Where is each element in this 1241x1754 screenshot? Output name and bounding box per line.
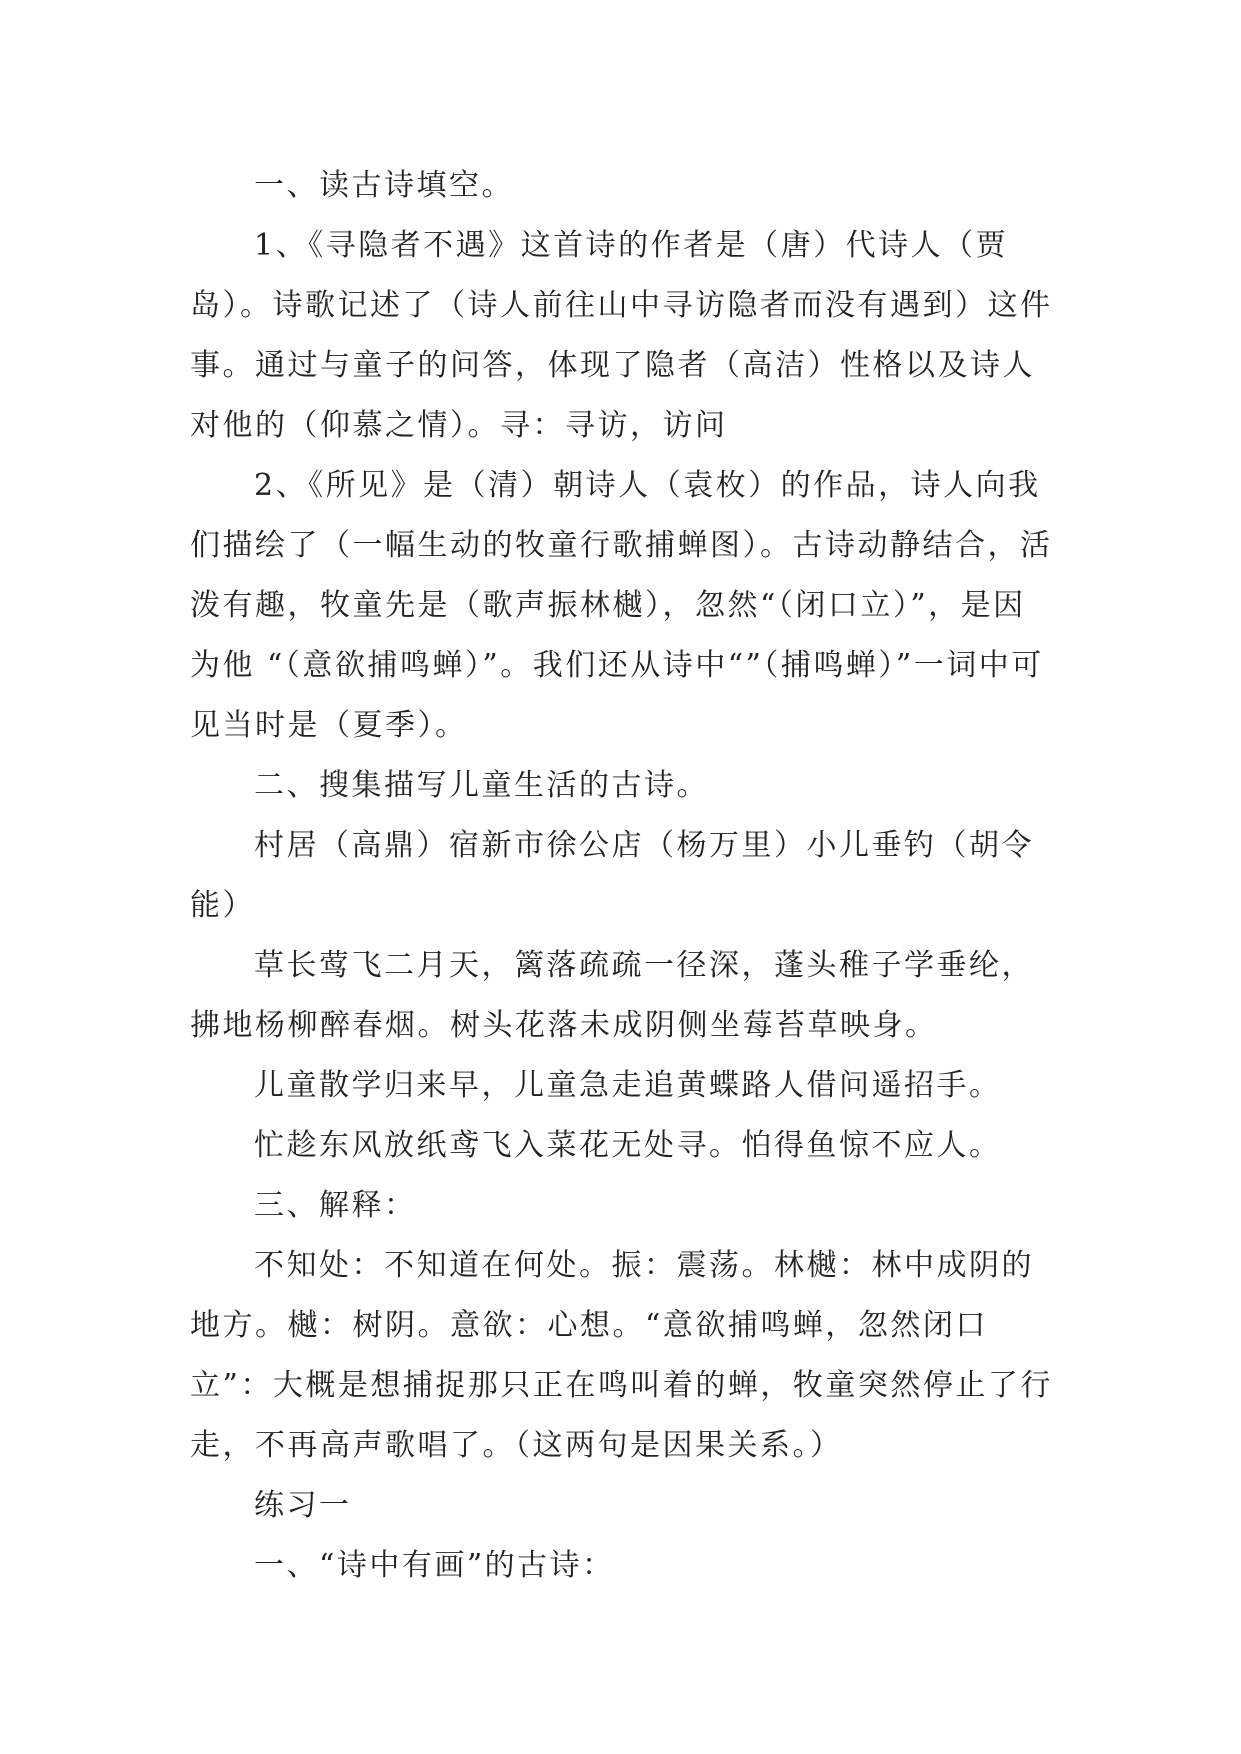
- question-paragraph-2: 2、《所见》是（清）朝诗人（袁枚）的作品，诗人向我们描绘了（一幅生动的牧童行歌捕蝉图）。古诗动静结合，活泼有趣，牧童先是（歌声振林樾），忽然“（闭口立）”，是因为他 “（意欲捕鸣蝉）”。我们还从诗中“”（捕鸣蝉）”一词中可见当时是（夏季）。: [190, 468, 1053, 743]
- poem-lines-2: 儿童散学归来早，儿童急走追黄蝶路人借问遥招手。: [254, 1068, 1002, 1103]
- poem-lines-1: 草长莺飞二月天，篱落疏疏一径深，蓬头稚子学垂纶，拂地杨柳醉春烟。树头花落未成阴侧坐莓苔草映身。: [190, 948, 1034, 1043]
- poem-lines-3: 忙趁东风放纸鸢飞入菜花无处寻。怕得鱼惊不应人。: [254, 1128, 1002, 1163]
- document-body: [190, 156, 1056, 1596]
- exercise-item-1: 一、“诗中有画”的古诗：: [254, 1548, 615, 1583]
- poem-titles: 村居（高鼎）宿新市徐公店（杨万里）小儿垂钓（胡令能）: [190, 828, 1034, 923]
- section-heading-3: 三、解释：: [254, 1188, 417, 1223]
- section-heading-1: 一、读古诗填空。: [254, 168, 514, 203]
- section-heading-2: 二、搜集描写儿童生活的古诗。: [254, 768, 709, 803]
- explanation-paragraph: 不知处：不知道在何处。振：震荡。林樾：林中成阴的地方。樾：树阴。意欲：心想。“意欲捕鸣蝉，忽然闭口立”：大概是想捕捉那只正在鸣叫着的蝉，牧童突然停止了行走，不再高声歌唱了。（这两句是因果关系。）: [190, 1248, 1053, 1463]
- question-paragraph-1: 1、《寻隐者不遇》这首诗的作者是（唐）代诗人（贾岛）。诗歌记述了（诗人前往山中寻访隐者而没有遇到）这件事。通过与童子的问答，体现了隐者（高洁）性格以及诗人对他的（仰慕之情）。寻：寻访，访问: [190, 228, 1053, 443]
- exercise-heading: 练习一: [254, 1488, 352, 1523]
